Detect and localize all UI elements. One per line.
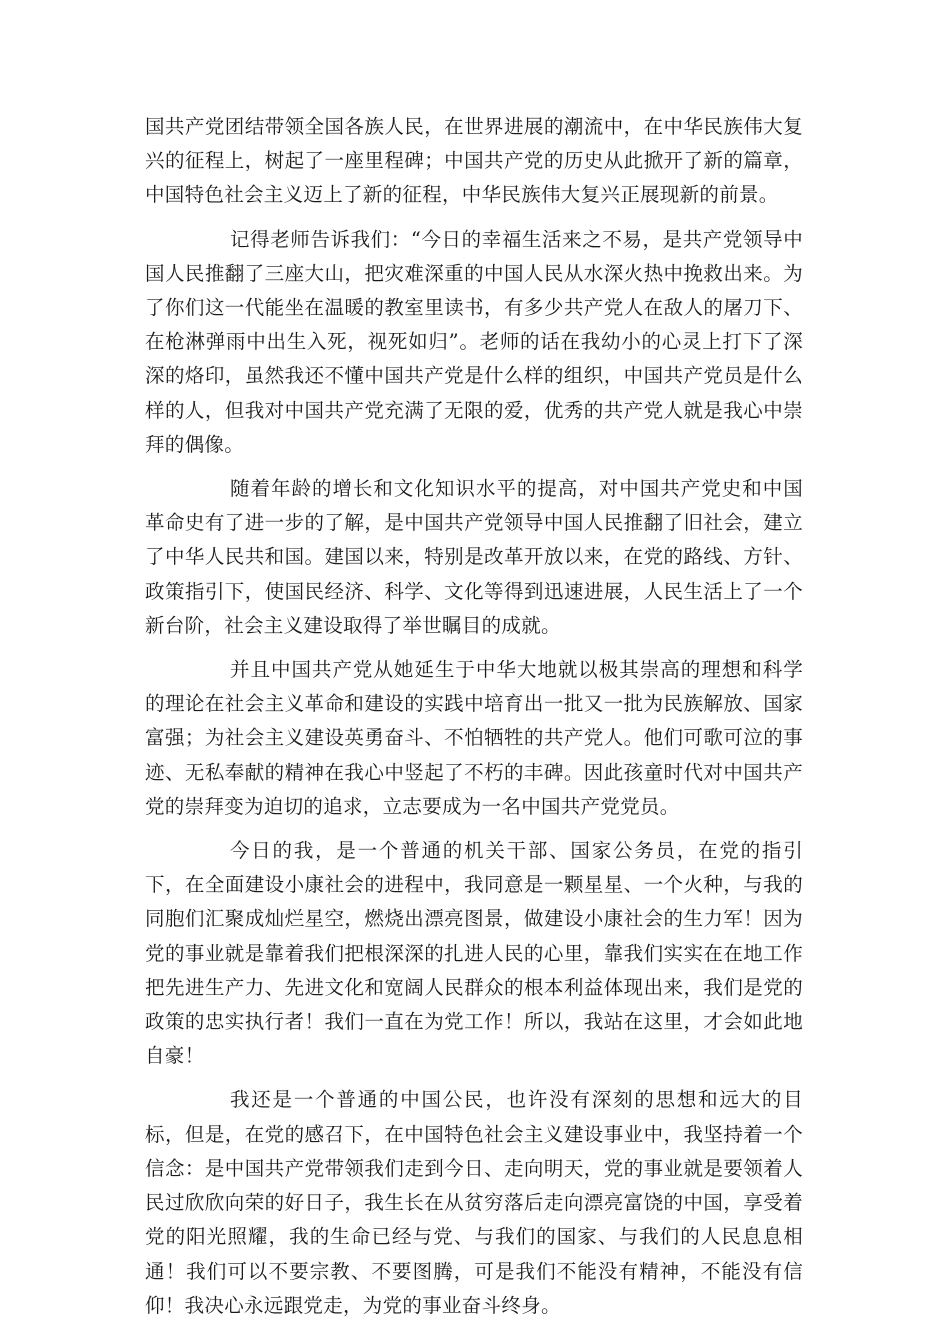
paragraph-civil-servant: 今日的我，是一个普通的机关干部、国家公务员，在党的指引下，在全面建设小康社会的进程中，我同意是一颗星星、一个火种，与我的同胞们汇聚成灿烂星空，燃烧出漂亮图景，做建设小康社会的生力军！因为党的事业就是靠着我们把根深深的扎进人民的心里，靠我们实实在在地工作把先进生产力、先进文化和宽阔人民群众的根本利益体现出来，我们是党的政策的忠实执行者！我们一直在为党工作！所以，我站在这里，才会如此地自豪！ <box>145 839 803 1068</box>
paragraph-growth: 随着年龄的增长和文化知识水平的提高，对中国共产党史和中国革命史有了进一步的了解，是中国共产党领导中国人民推翻了旧社会，建立了中华人民共和国。建国以来，特别是改革开放以来，在党的路线、方针、政策指引下，使国民经济、科学、文化等得到迅速进展，人民生活上了一个新台阶，社会主义建设取得了举世瞩目的成就。 <box>145 477 803 637</box>
document-body <box>145 110 803 1333</box>
paragraph-party-history: 并且中国共产党从她延生于中华大地就以极其崇高的理想和科学的理论在社会主义革命和建设的实践中培育出一批又一批为民族解放、国家富强；为社会主义建设英勇奋斗、不怕牺牲的共产党人。他们可歌可泣的事迹、无私奉献的精神在我心中竖起了不朽的丰碑。因此孩童时代对中国共产党的崇拜变为迫切的追求，立志要成为一名中国共产党党员。 <box>145 658 803 818</box>
paragraph-teacher-quote: 记得老师告诉我们：“今日的幸福生活来之不易，是共产党领导中国人民推翻了三座大山，把灾难深重的中国人民从水深火热中挽救出来。为了你们这一代能坐在温暖的教室里读书，有多少共产党人在敌人的屠刀下、在枪淋弹雨中出生入死，视死如归”。老师的话在我幼小的心灵上打下了深深的烙印，虽然我还不懂中国共产党是什么样的组织，中国共产党员是什么样的人，但我对中国共产党充满了无限的爱，优秀的共产党人就是我心中崇拜的偶像。 <box>145 227 803 456</box>
paragraph-continuation: 国共产党团结带领全国各族人民，在世界进展的潮流中，在中华民族伟大复兴的征程上，树起了一座里程碑；中国共产党的历史从此掀开了新的篇章，中国特色社会主义迈上了新的征程，中华民族伟大复兴正展现新的前景。 <box>145 115 803 207</box>
paragraph-citizen: 我还是一个普通的中国公民，也许没有深刻的思想和远大的目标，但是，在党的感召下，在中国特色社会主义建设事业中，我坚持着一个信念：是中国共产党带领我们走到今日、走向明天，党的事业就是要领着人民过欣欣向荣的好日子，我生长在从贫穷落后走向漂亮富饶的中国，享受着党的阳光照耀，我的生命已经与党、与我们的国家、与我们的人民息息相通！我们可以不要宗教、不要图腾，可是我们不能没有精神，不能没有信仰！我决心永远跟党走，为党的事业奋斗终身。 <box>145 1088 803 1317</box>
